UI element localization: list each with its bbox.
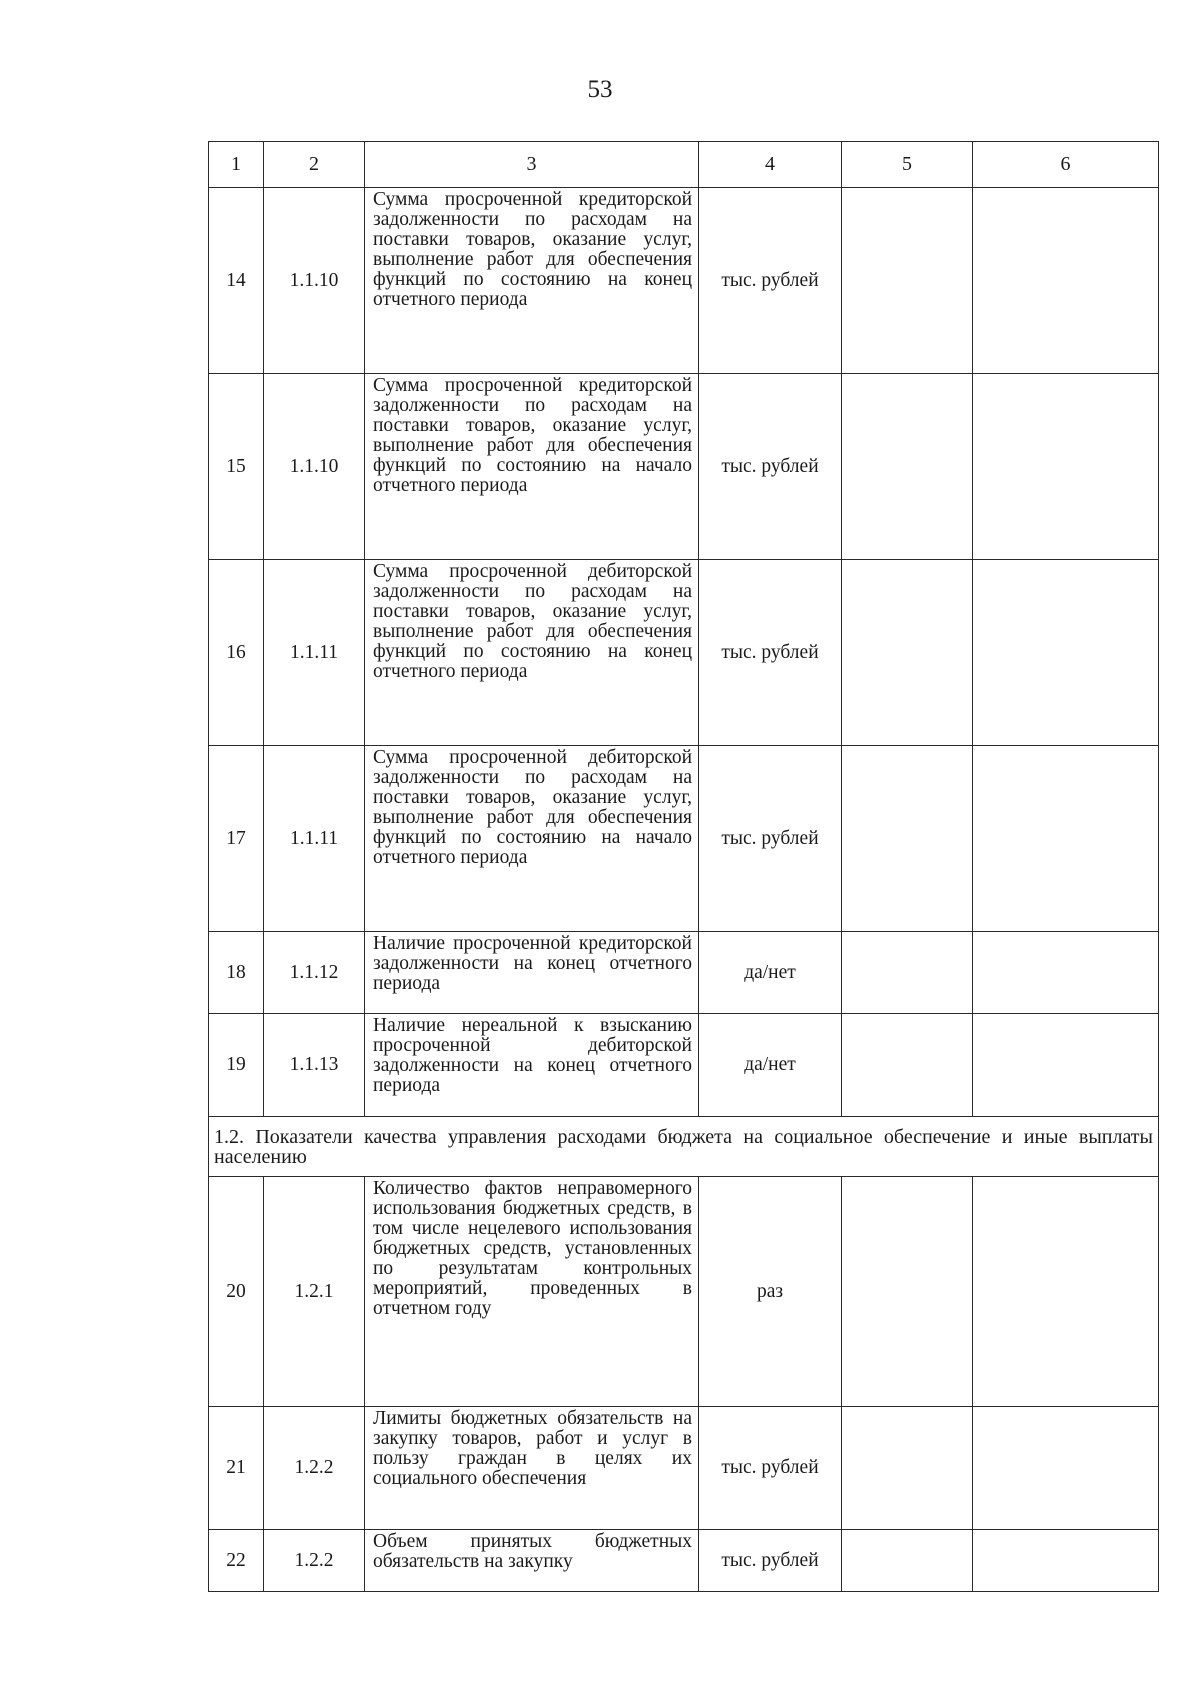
table-row (209, 1014, 1159, 1117)
indicator-code: 1.2.2 (264, 1530, 365, 1592)
indicator-description: Сумма просроченной дебиторской задолженности по расходам на поставки товаров, оказание услуг, выполнение работ для обеспечения функций по состоянию на конец отчетного периода (365, 560, 699, 746)
value-cell (842, 1407, 973, 1530)
table-row (209, 1530, 1159, 1592)
table-header-row (209, 142, 1159, 188)
row-number: 15 (209, 374, 264, 560)
row-number: 20 (209, 1177, 264, 1407)
unit-of-measure: тыс. рублей (699, 560, 842, 746)
table-row (209, 188, 1159, 374)
unit-of-measure: тыс. рублей (699, 1530, 842, 1592)
indicator-code: 1.1.13 (264, 1014, 365, 1117)
indicator-code: 1.2.1 (264, 1177, 365, 1407)
value-cell (973, 560, 1159, 746)
header-cell: 5 (842, 142, 973, 188)
unit-of-measure: тыс. рублей (699, 1407, 842, 1530)
table-row (209, 746, 1159, 932)
header-cell: 4 (699, 142, 842, 188)
unit-of-measure: тыс. рублей (699, 374, 842, 560)
header-cell: 1 (209, 142, 264, 188)
table-row (209, 932, 1159, 1014)
value-cell (973, 1014, 1159, 1117)
value-cell (842, 1530, 973, 1592)
indicator-code: 1.1.11 (264, 746, 365, 932)
indicator-description: Лимиты бюджетных обязательств на закупку товаров, работ и услуг в пользу граждан в целях их социального обеспечения (365, 1407, 699, 1530)
unit-of-measure: раз (699, 1177, 842, 1407)
unit-of-measure: да/нет (699, 1014, 842, 1117)
unit-of-measure: тыс. рублей (699, 188, 842, 374)
value-cell (842, 1177, 973, 1407)
table-row (209, 1407, 1159, 1530)
value-cell (973, 932, 1159, 1014)
indicator-description: Сумма просроченной кредиторской задолженности по расходам на поставки товаров, оказание услуг, выполнение работ для обеспечения функций по состоянию на начало отчетного периода (365, 374, 699, 560)
row-number: 14 (209, 188, 264, 374)
indicator-description: Наличие нереальной к взысканию просроченной дебиторской задолженности на конец отчетного периода (365, 1014, 699, 1117)
row-number: 17 (209, 746, 264, 932)
header-cell: 3 (365, 142, 699, 188)
row-number: 16 (209, 560, 264, 746)
value-cell (842, 932, 973, 1014)
indicators-table (208, 141, 1159, 1592)
unit-of-measure: тыс. рублей (699, 746, 842, 932)
header-cell: 2 (264, 142, 365, 188)
indicator-code: 1.2.2 (264, 1407, 365, 1530)
table-row (209, 560, 1159, 746)
indicator-code: 1.1.11 (264, 560, 365, 746)
indicator-description: Сумма просроченной дебиторской задолженности по расходам на поставки товаров, оказание услуг, выполнение работ для обеспечения функций по состоянию на начало отчетного периода (365, 746, 699, 932)
unit-of-measure: да/нет (699, 932, 842, 1014)
row-number: 19 (209, 1014, 264, 1117)
section-row (209, 1117, 1159, 1177)
row-number: 22 (209, 1530, 264, 1592)
page-number: 53 (587, 76, 613, 103)
indicator-description: Сумма просроченной кредиторской задолженности по расходам на поставки товаров, оказание услуг, выполнение работ для обеспечения функций по состоянию на конец отчетного периода (365, 188, 699, 374)
value-cell (973, 188, 1159, 374)
table-row (209, 374, 1159, 560)
indicator-description: Количество фактов неправомерного использования бюджетных средств, в том числе нецелевого использования бюджетных средств, установленных по результатам контрольных мероприятий, проведенных в отчетном году (365, 1177, 699, 1407)
section-title: 1.2. Показатели качества управления расходами бюджета на социальное обеспечение и иные выплаты населению (209, 1117, 1159, 1177)
indicator-code: 1.1.12 (264, 932, 365, 1014)
value-cell (973, 374, 1159, 560)
value-cell (973, 1530, 1159, 1592)
row-number: 18 (209, 932, 264, 1014)
indicator-code: 1.1.10 (264, 188, 365, 374)
indicator-description: Объем принятых бюджетных обязательств на закупку (365, 1530, 699, 1592)
indicator-description: Наличие просроченной кредиторской задолженности на конец отчетного периода (365, 932, 699, 1014)
indicator-code: 1.1.10 (264, 374, 365, 560)
value-cell (973, 1407, 1159, 1530)
value-cell (973, 746, 1159, 932)
header-cell: 6 (973, 142, 1159, 188)
value-cell (842, 1014, 973, 1117)
value-cell (842, 560, 973, 746)
value-cell (842, 188, 973, 374)
value-cell (842, 374, 973, 560)
value-cell (973, 1177, 1159, 1407)
table-row (209, 1177, 1159, 1407)
value-cell (842, 746, 973, 932)
row-number: 21 (209, 1407, 264, 1530)
